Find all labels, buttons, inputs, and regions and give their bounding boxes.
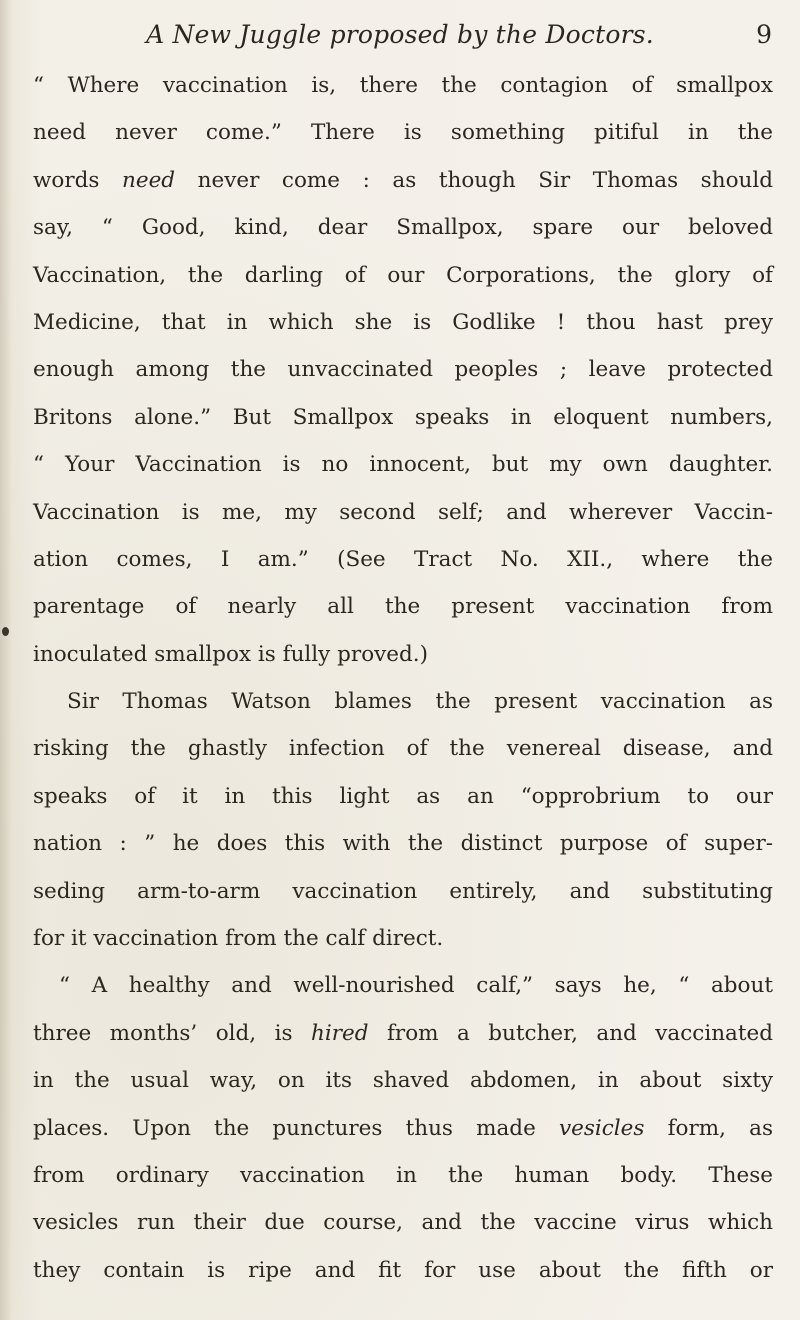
text-fragment: three months’ old, is xyxy=(33,1020,293,1046)
text-line: inoculated smallpox is fully proved.) xyxy=(33,641,428,667)
text-line xyxy=(33,157,773,204)
text-line: Vaccination is me, my second self; and wherever Vaccin- xyxy=(33,499,773,525)
text-line: for it vaccination from the calf direct. xyxy=(33,926,444,952)
italic-word-vesicles: vesicles xyxy=(558,1115,645,1141)
text-fragment: never come : as though Sir Thomas should xyxy=(197,167,773,193)
running-head xyxy=(0,18,800,58)
paragraph-start-line: Sir Thomas Watson blames the present vaccination as xyxy=(67,689,773,715)
text-line xyxy=(33,1105,773,1152)
text-line: they contain is ripe and fit for use about the fifth or xyxy=(33,1257,773,1283)
text-line: vesicles run their due course, and the vaccine virus which xyxy=(33,1210,773,1236)
text-line: need never come.” There is something pitiful in the xyxy=(33,120,773,146)
text-line: seding arm-to-arm vaccination entirely, and substituting xyxy=(33,878,773,904)
text-line: speaks of it in this light as an “opprobrium to our xyxy=(33,783,773,809)
text-line: “ Where vaccination is, there the contagion of smallpox xyxy=(33,73,773,98)
text-line: risking the ghastly infection of the venereal disease, and xyxy=(33,736,773,762)
italic-word-need: need xyxy=(122,167,176,193)
text-fragment: places. Upon the punctures thus made xyxy=(33,1115,536,1141)
margin-ink-spot xyxy=(2,627,9,636)
text-fragment: form, as xyxy=(667,1115,773,1141)
text-line: “ Your Vaccination is no innocent, but my own daughter. xyxy=(33,452,773,478)
text-line: say, “ Good, kind, dear Smallpox, spare our beloved xyxy=(33,215,773,241)
text-fragment: from a butcher, and vaccinated xyxy=(386,1020,773,1046)
page-number: 9 xyxy=(756,20,772,49)
italic-word-hired: hired xyxy=(310,1020,369,1046)
body-text xyxy=(33,62,773,1294)
text-line: Britons alone.” But Smallpox speaks in eloquent numbers, xyxy=(33,404,773,430)
running-title: A New Juggle proposed by the Doctors. xyxy=(146,20,654,49)
text-line: Medicine, that in which she is Godlike ! thou hast prey xyxy=(33,309,773,335)
text-line: enough among the unvaccinated peoples ; leave protected xyxy=(33,357,773,383)
text-line: in the usual way, on its shaved abdomen, in about sixty xyxy=(33,1068,773,1094)
text-line xyxy=(33,1010,773,1057)
text-line: from ordinary vaccination in the human body. These xyxy=(33,1162,773,1188)
page-gutter-shadow xyxy=(0,0,12,1320)
text-line: Vaccination, the darling of our Corporations, the glory of xyxy=(33,262,773,288)
text-line: ation comes, I am.” (See Tract No. XII., where the xyxy=(33,546,773,572)
text-fragment: words xyxy=(33,167,100,193)
paragraph-start-line: “ A healthy and well-nourished calf,” says he, “ about xyxy=(59,973,773,999)
text-line: nation : ” he does this with the distinct purpose of super- xyxy=(33,831,773,857)
text-line: parentage of nearly all the present vaccination from xyxy=(33,594,773,620)
